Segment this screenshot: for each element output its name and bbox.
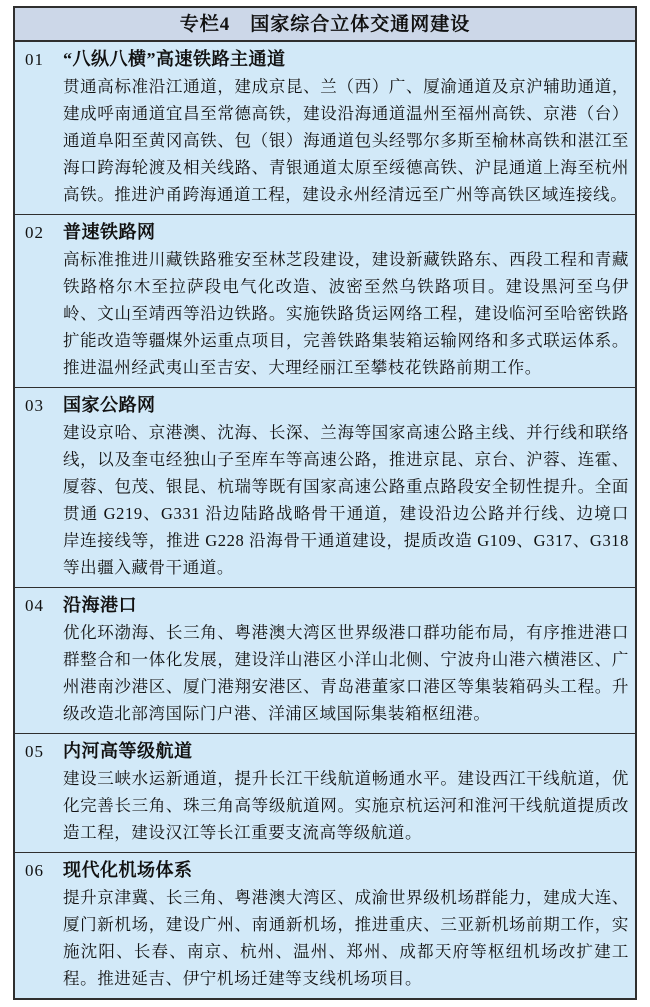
box-title: 专栏4 国家综合立体交通网建设 (15, 8, 635, 42)
section-number: 06 (25, 861, 44, 880)
section (15, 215, 635, 388)
section-heading: 国家公路网 (63, 395, 156, 415)
section-body: 建设三峡水运新通道，提升长江干线航道畅通水平。建设西江干线航道，优化完善长三角、珠三角高等级航道网。实施京杭运河和淮河干线航道提质改造工程，建设汉江等长江重要支流高等级航道。 (63, 769, 629, 842)
section-body: 贯通高标准沿江通道，建成京昆、兰（西）广、厦渝通道及京沪辅助通道，建成呼南通道宜昌至常德高铁，建设沿海通道温州至福州高铁、京港（台）通道阜阳至黄冈高铁、包（银）海通道包头经鄂尔多斯至榆林高铁和湛江至海口跨海轮渡及相关线路、青银通道太原至绥德高铁、沪昆通道上海至杭州高铁。推进沪甬跨海通道工程，建设永州经清远至广州等高铁区域连接线。 (63, 77, 629, 204)
section (15, 853, 635, 998)
section-body: 高标准推进川藏铁路雅安至林芝段建设，建设新藏铁路东、西段工程和青藏铁路格尔木至拉萨段电气化改造、波密至然乌铁路项目。建设黑河至乌伊岭、文山至靖西等沿边铁路。实施铁路货运网络工程，建设临河至哈密铁路扩能改造等疆煤外运重点项目，完善铁路集装箱运输网络和多式联运体系。推进温州经武夷山至吉安、大理经丽江至攀枝花铁路前期工作。 (63, 250, 629, 377)
section-body: 建设京哈、京港澳、沈海、长深、兰海等国家高速公路主线、并行线和联络线，以及奎屯经独山子至库车等高速公路，推进京昆、京台、沪蓉、连霍、厦蓉、包茂、银昆、杭瑞等既有国家高速公路重点路段安全韧性提升。全面贯通 G219、G331 沿边陆路战略骨干通道，建设沿边公路并行线、边境口岸连接线等，推进 G228 沿海骨干通道建设，提质改造 G109、G317、G318 等出疆入藏骨干通道。 (63, 423, 629, 577)
section-heading: 沿海港口 (63, 595, 137, 615)
section (15, 388, 635, 588)
section (15, 734, 635, 853)
section-heading: “八纵八横”高速铁路主通道 (63, 49, 286, 69)
section-number: 03 (25, 396, 44, 415)
section-heading: 内河高等级航道 (63, 741, 193, 761)
section-header (25, 592, 629, 619)
section-number: 05 (25, 742, 44, 761)
section-heading: 现代化机场体系 (63, 860, 193, 880)
section (15, 42, 635, 215)
section-header (25, 738, 629, 765)
section-number: 02 (25, 223, 44, 242)
section-number: 01 (25, 50, 44, 69)
section (15, 588, 635, 734)
section-body: 提升京津冀、长三角、粤港澳大湾区、成渝世界级机场群能力，建成大连、厦门新机场，建设广州、南通新机场，推进重庆、三亚新机场前期工作，实施沈阳、长春、南京、杭州、温州、郑州、成都天府等枢纽机场改扩建工程。推进延吉、伊宁机场迁建等支线机场项目。 (63, 888, 629, 988)
section-header (25, 219, 629, 246)
section-heading: 普速铁路网 (63, 222, 156, 242)
section-number: 04 (25, 596, 44, 615)
section-header (25, 857, 629, 884)
section-header (25, 392, 629, 419)
section-header (25, 46, 629, 73)
section-body: 优化环渤海、长三角、粤港澳大湾区世界级港口群功能布局，有序推进港口群整合和一体化发展，建设洋山港区小洋山北侧、宁波舟山港六横港区、广州港南沙港区、厦门港翔安港区、青岛港董家口港区等集装箱码头工程。升级改造北部湾国际门户港、洋浦区域国际集装箱枢纽港。 (63, 623, 629, 723)
sections (15, 42, 635, 998)
callout-box (13, 6, 637, 1000)
